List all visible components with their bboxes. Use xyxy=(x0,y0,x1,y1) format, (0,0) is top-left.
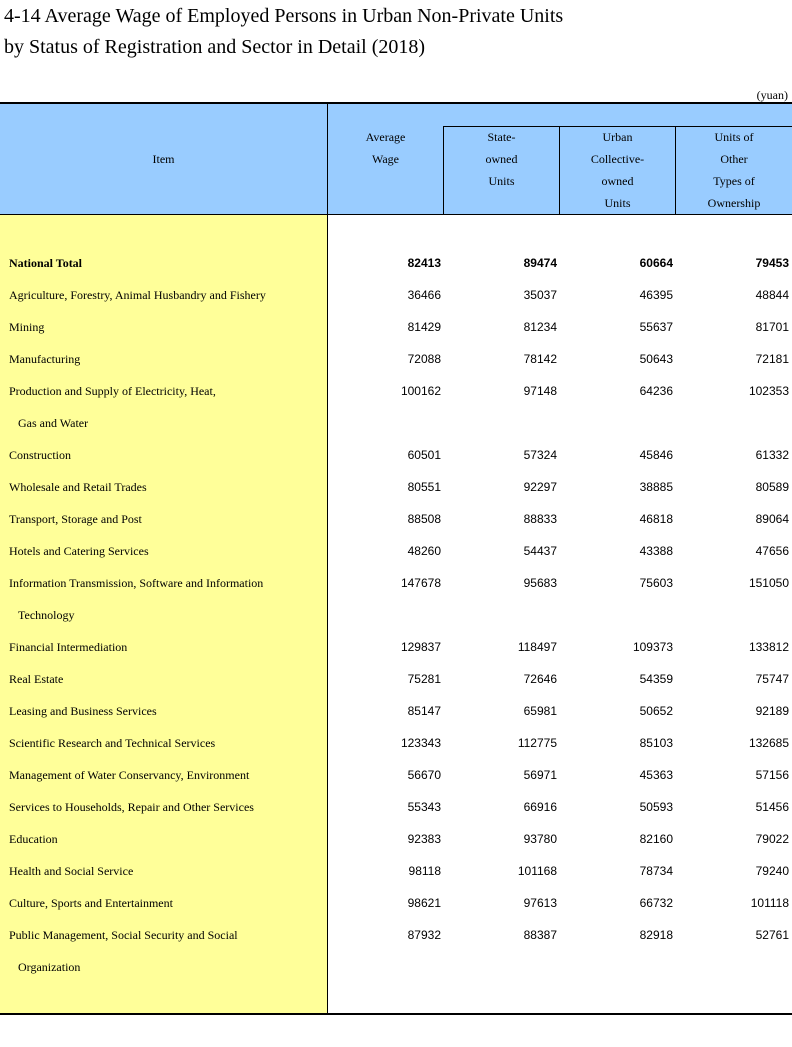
row-value: 92189 xyxy=(755,704,789,718)
table-row xyxy=(0,855,792,887)
row-value: 46818 xyxy=(639,512,673,526)
header-item: Item xyxy=(152,152,175,166)
row-value: 35037 xyxy=(523,288,557,302)
table-row xyxy=(0,439,792,471)
row-label: Culture, Sports and Entertainment xyxy=(9,896,173,910)
row-label-continued: Organization xyxy=(18,960,81,974)
row-label: Services to Households, Repair and Other Services xyxy=(9,800,254,814)
row-value: 46395 xyxy=(639,288,673,302)
row-label: Transport, Storage and Post xyxy=(9,512,142,526)
row-value: 82160 xyxy=(639,832,673,846)
row-value: 79022 xyxy=(755,832,789,846)
row-value: 82918 xyxy=(639,928,673,942)
row-value: 89064 xyxy=(755,512,789,526)
table-row xyxy=(0,695,792,727)
row-label: Construction xyxy=(9,448,71,462)
table-row xyxy=(0,343,792,375)
row-value: 50652 xyxy=(639,704,673,718)
row-value: 95683 xyxy=(523,576,557,590)
row-value: 55343 xyxy=(407,800,441,814)
header-text: State- xyxy=(487,130,516,144)
row-value: 92297 xyxy=(523,480,557,494)
row-value: 55637 xyxy=(639,320,673,334)
row-value: 133812 xyxy=(748,640,789,654)
header-text: Average xyxy=(365,130,406,144)
row-label-continued: Technology xyxy=(18,608,75,622)
header-text: Collective- xyxy=(590,152,645,166)
row-value: 51456 xyxy=(755,800,789,814)
row-value: 109373 xyxy=(632,640,673,654)
row-value: 88833 xyxy=(523,512,557,526)
header-text: Units xyxy=(604,196,631,210)
row-label: Hotels and Catering Services xyxy=(9,544,149,558)
header-text: Ownership xyxy=(707,196,761,210)
table-row xyxy=(0,663,792,695)
row-value: 65981 xyxy=(523,704,557,718)
row-value: 79453 xyxy=(755,256,789,270)
table-row xyxy=(0,471,792,503)
table-row xyxy=(0,567,792,622)
row-value: 48260 xyxy=(407,544,441,558)
row-label: Manufacturing xyxy=(9,352,81,366)
row-label: Agriculture, Forestry, Animal Husbandry and Fishery xyxy=(9,288,266,302)
row-value: 151050 xyxy=(748,576,789,590)
table-row xyxy=(0,375,792,430)
row-value: 78142 xyxy=(523,352,557,366)
row-label: Information Transmission, Software and Information xyxy=(9,576,264,590)
row-label: Production and Supply of Electricity, Heat, xyxy=(9,384,216,398)
row-value: 36466 xyxy=(407,288,441,302)
row-value: 52761 xyxy=(755,928,789,942)
table-row xyxy=(0,279,792,311)
row-value: 132685 xyxy=(748,736,789,750)
table-row xyxy=(0,247,792,279)
row-label-continued: Gas and Water xyxy=(18,416,89,430)
bottom-rule xyxy=(0,1013,792,1015)
row-value: 129837 xyxy=(400,640,441,654)
row-value: 102353 xyxy=(748,384,789,398)
table-title-line-1: 4-14 Average Wage of Employed Persons in Urban Non-Private Units xyxy=(4,5,564,27)
row-label: National Total xyxy=(9,256,83,270)
row-value: 64236 xyxy=(639,384,673,398)
row-value: 57324 xyxy=(523,448,557,462)
row-value: 98118 xyxy=(408,864,441,878)
table-row xyxy=(0,535,792,567)
row-value: 72181 xyxy=(755,352,789,366)
row-value: 38885 xyxy=(639,480,673,494)
row-value: 47656 xyxy=(755,544,789,558)
row-value: 81701 xyxy=(755,320,789,334)
row-label: Mining xyxy=(9,320,45,334)
row-value: 54437 xyxy=(523,544,557,558)
header-text: Wage xyxy=(371,152,400,166)
table-row xyxy=(0,631,792,663)
table-row xyxy=(0,791,792,823)
row-label: Real Estate xyxy=(9,672,64,686)
top-rule xyxy=(0,102,792,104)
row-value: 54359 xyxy=(639,672,673,686)
row-label: Financial Intermediation xyxy=(9,640,128,654)
row-value: 66916 xyxy=(523,800,557,814)
row-value: 147678 xyxy=(400,576,441,590)
header-text: Types of xyxy=(713,174,755,188)
row-value: 88387 xyxy=(523,928,557,942)
row-value: 56670 xyxy=(407,768,441,782)
row-value: 60501 xyxy=(407,448,441,462)
row-label: Education xyxy=(9,832,58,846)
row-label: Scientific Research and Technical Services xyxy=(9,736,216,750)
row-label: Public Management, Social Security and Social xyxy=(9,928,238,942)
table-row xyxy=(0,823,792,855)
header-urban-collective xyxy=(560,126,675,214)
row-value: 72088 xyxy=(407,352,441,366)
row-value: 78734 xyxy=(639,864,673,878)
header-other-types xyxy=(676,126,792,214)
unit-label: (yuan) xyxy=(756,88,788,102)
row-value: 82413 xyxy=(407,256,441,270)
row-label: Wholesale and Retail Trades xyxy=(9,480,147,494)
row-value: 87932 xyxy=(407,928,441,942)
row-value: 112775 xyxy=(517,736,557,750)
row-value: 57156 xyxy=(755,768,789,782)
row-value: 50643 xyxy=(639,352,673,366)
row-value: 80551 xyxy=(407,480,441,494)
table-row xyxy=(0,727,792,759)
header-state-owned xyxy=(444,126,559,192)
header-text: Urban xyxy=(602,130,633,144)
header-text: owned xyxy=(485,152,518,166)
row-value: 123343 xyxy=(400,736,441,750)
table-row xyxy=(0,887,792,919)
row-value: 118497 xyxy=(517,640,557,654)
row-value: 56971 xyxy=(523,768,557,782)
row-value: 93780 xyxy=(523,832,557,846)
row-label: Health and Social Service xyxy=(9,864,134,878)
row-value: 80589 xyxy=(755,480,789,494)
row-value: 79240 xyxy=(755,864,789,878)
table-row xyxy=(0,759,792,791)
row-value: 100162 xyxy=(400,384,441,398)
row-value: 88508 xyxy=(407,512,441,526)
row-value: 43388 xyxy=(639,544,673,558)
row-value: 97148 xyxy=(523,384,557,398)
row-value: 75747 xyxy=(755,672,789,686)
row-value: 85147 xyxy=(407,704,441,718)
header-text: Units xyxy=(488,174,515,188)
row-value: 92383 xyxy=(407,832,441,846)
table-row xyxy=(0,503,792,535)
header-average-wage xyxy=(328,126,443,170)
row-value: 75603 xyxy=(639,576,673,590)
row-value: 101168 xyxy=(517,864,557,878)
table-row xyxy=(0,919,792,974)
row-value: 61332 xyxy=(755,448,789,462)
row-label: Management of Water Conservancy, Environment xyxy=(9,768,250,782)
row-value: 60664 xyxy=(639,256,673,270)
header-text: Other xyxy=(720,152,748,166)
row-value: 97613 xyxy=(523,896,557,910)
row-value: 98621 xyxy=(407,896,441,910)
row-value: 66732 xyxy=(639,896,673,910)
row-value: 48844 xyxy=(755,288,789,302)
row-value: 75281 xyxy=(407,672,441,686)
header-text: Units of xyxy=(714,130,754,144)
row-label: Leasing and Business Services xyxy=(9,704,157,718)
row-value: 85103 xyxy=(639,736,673,750)
table-title-line-2: by Status of Registration and Sector in Detail (2018) xyxy=(4,36,426,58)
row-value: 89474 xyxy=(523,256,557,270)
header-rule xyxy=(0,214,792,215)
table-row xyxy=(0,311,792,343)
row-value: 81429 xyxy=(407,320,441,334)
row-value: 101118 xyxy=(750,896,789,910)
header-text: owned xyxy=(601,174,634,188)
row-value: 72646 xyxy=(523,672,557,686)
row-value: 45363 xyxy=(639,768,673,782)
row-value: 81234 xyxy=(523,320,557,334)
row-value: 50593 xyxy=(639,800,673,814)
row-value: 45846 xyxy=(639,448,673,462)
